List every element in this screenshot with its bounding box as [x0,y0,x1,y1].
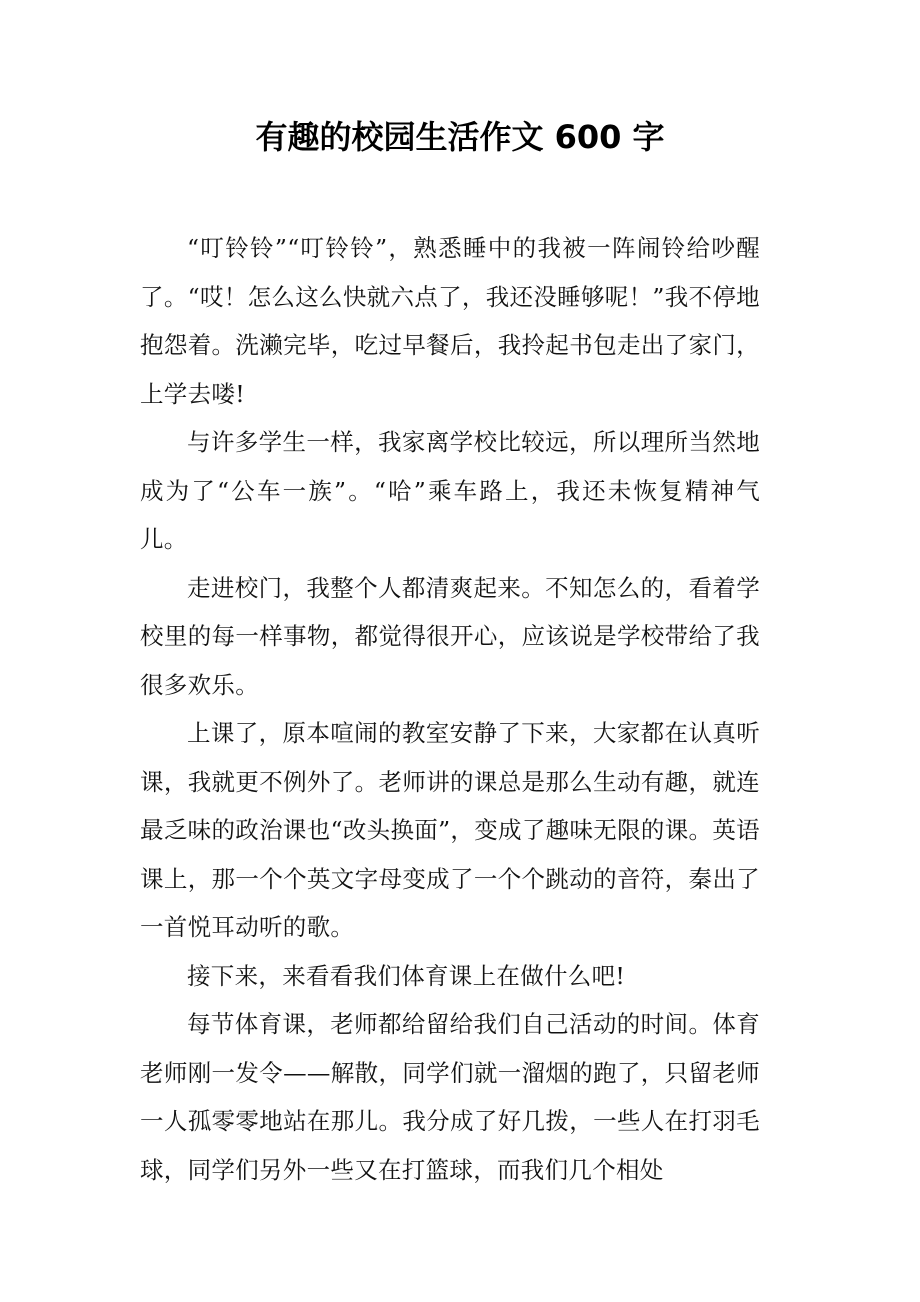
paragraph-1: “叮铃铃”“叮铃铃”，熟悉睡中的我被一阵闹铃给吵醒了。“哎！怎么这么快就六点了，我还没睡够呢！”我不停地抱怨着。洗濑完毕，吃过早餐后，我拎起书包走出了家门，上学去喽! [140,234,760,408]
essay-body [140,224,760,1194]
paragraph-5: 接下来，来看看我们体育课上在做什么吧! [187,961,626,990]
paragraph-4: 上课了，原本喧闹的教室安静了下来，大家都在认真听课，我就更不例外了。老师讲的课总是那么生动有趣，就连最乏味的政治课也“改头换面”，变成了趣味无限的课。英语课上，那一个个英文字母变成了一个个跳动的音符，秦出了一首悦耳动听的歌。 [140,719,760,941]
paragraph-3: 走进校门，我整个人都清爽起来。不知怎么的，看着学校里的每一样事物，都觉得很开心，应该说是学校带给了我很多欢乐。 [140,573,760,699]
paragraph-6: 每节体育课，老师都给留给我们自己活动的时间。体育老师刚一发令——解散，同学们就一溜烟的跑了，只留老师一人孤零零地站在那儿。我分成了好几拨，一些人在打羽毛球，同学们另外一些又在打篮球，而我们几个相处 [140,1010,760,1184]
paragraph-2: 与许多学生一样，我家离学校比较远，所以理所当然地成为了“公车一族”。“哈”乘车路上，我还未恢复精神气儿。 [140,428,760,553]
page-title: 有趣的校园生活作文 600 字 [255,118,665,156]
